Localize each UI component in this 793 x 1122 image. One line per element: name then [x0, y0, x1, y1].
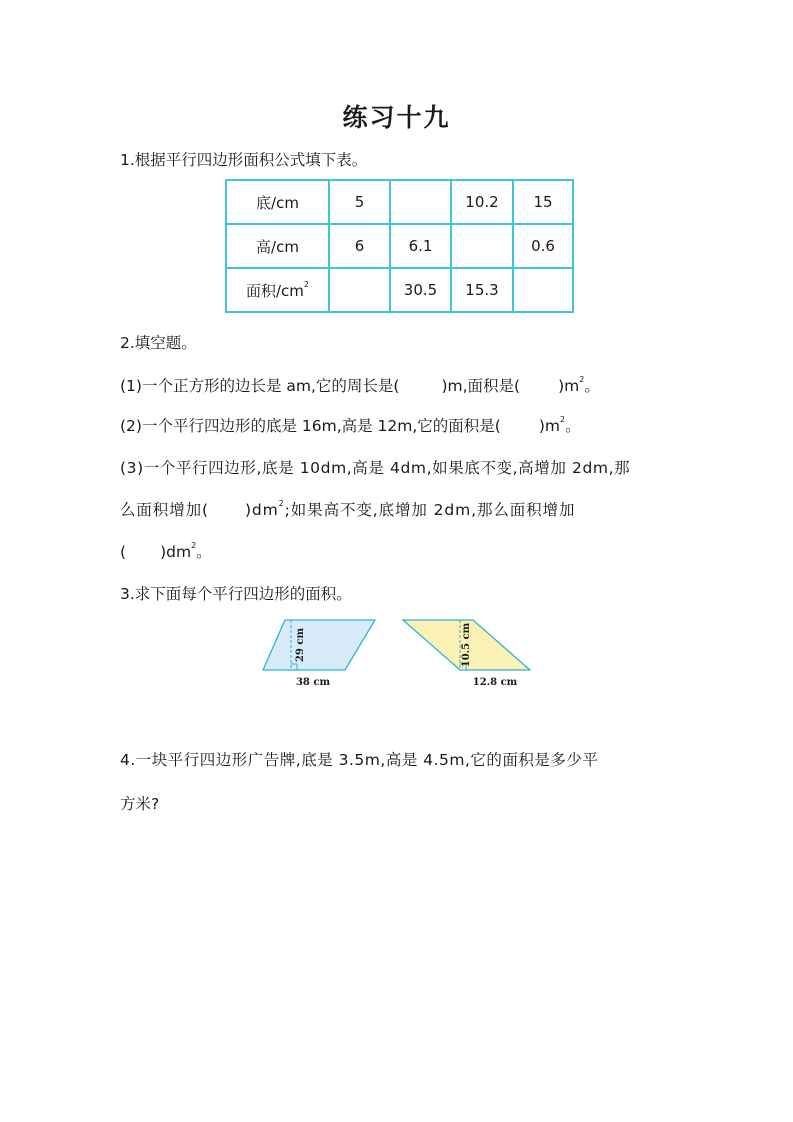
table-cell	[451, 224, 513, 268]
area-table	[225, 179, 574, 313]
q2-part2: (2)一个平行四边形的底是 16m,高是 12m,它的面积是( )$m^2$。	[120, 415, 581, 435]
table-row	[226, 268, 573, 312]
q4-line1: 4.一块平行四边形广告牌,底是 3.5m,高是 4.5m,它的面积是多少平	[120, 751, 599, 769]
table-cell: 30.5	[390, 268, 451, 312]
q2-part3-line3: ( )$dm^2$。	[120, 541, 212, 561]
table-cell: 15.3	[451, 268, 513, 312]
height-label-1: 29 cm	[295, 627, 306, 663]
q3-prompt: 3.求下面每个平行四边形的面积。	[120, 585, 352, 603]
table-cell: 6	[329, 224, 390, 268]
row-header-height: 高/cm	[226, 224, 329, 268]
table-row	[226, 224, 573, 268]
table-cell	[390, 180, 451, 224]
q1-prompt: 1.根据平行四边形面积公式填下表。	[120, 151, 368, 169]
q2-part3-line2: 么面积增加( )$dm^2$;如果高不变,底增加 2dm,那么面积增加	[120, 499, 576, 519]
table-row	[226, 180, 573, 224]
table-cell: 6.1	[390, 224, 451, 268]
parallelogram-figures	[255, 612, 545, 692]
base-label-1: 38 cm	[295, 677, 331, 688]
table-cell: 5	[329, 180, 390, 224]
parallelogram-1	[263, 620, 375, 670]
height-label-2: 10.5 cm	[461, 622, 472, 668]
table-cell: 10.2	[451, 180, 513, 224]
q4-line2: 方米?	[120, 795, 160, 813]
row-header-area: 面积$/cm^2$	[226, 268, 329, 312]
q2-part3-line1: (3)一个平行四边形,底是 10dm,高是 4dm,如果底不变,高增加 2dm,那	[120, 459, 631, 477]
q2-part1: (1)一个正方形的边长是 am,它的周长是( )m,面积是( )$m^2$。	[120, 375, 600, 395]
row-header-base: 底/cm	[226, 180, 329, 224]
page-title: 练习十九	[342, 103, 451, 132]
q2-prompt: 2.填空题。	[120, 334, 197, 352]
table-cell	[513, 268, 573, 312]
table-cell: 15	[513, 180, 573, 224]
table-cell	[329, 268, 390, 312]
base-label-2: 12.8 cm	[472, 677, 518, 688]
table-cell: 0.6	[513, 224, 573, 268]
